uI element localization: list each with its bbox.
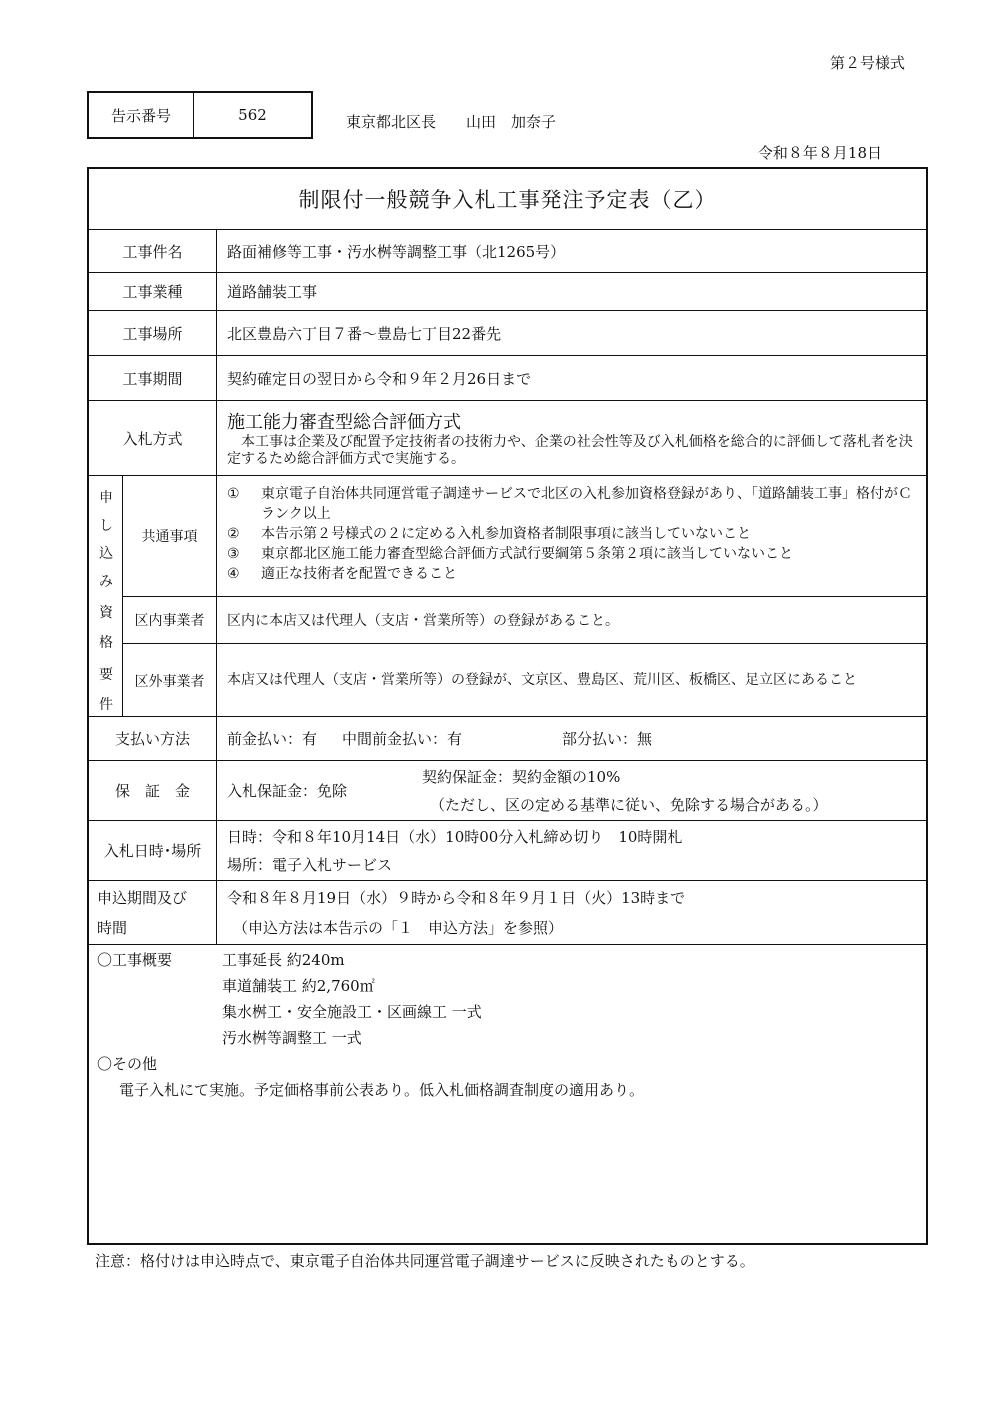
application-period: 令和８年８月19日（水）９時から令和８年９月１日（火）13時まで: [227, 888, 686, 907]
common-item: [227, 484, 920, 524]
common-item-mark: ①: [227, 486, 240, 502]
notice-number-label: 告示番号: [89, 93, 194, 137]
qualification-side-label: [89, 476, 123, 716]
qualification-char: 資: [99, 605, 113, 621]
payment-content: [227, 717, 920, 760]
qualification-char: 件: [99, 697, 113, 713]
issuer: [346, 111, 556, 132]
row-qualification: [89, 476, 926, 717]
common-items: [227, 484, 920, 584]
row-payment: [89, 717, 926, 761]
qualification-char: 込: [99, 546, 113, 562]
guarantee-note: （ただし、区の定める基準に従い、免除する場合がある。）: [430, 795, 828, 814]
overview-line: 車道舗装工 約2,760㎡: [222, 977, 375, 995]
row-period: [89, 356, 926, 401]
location-label: 工事場所: [89, 311, 217, 355]
common-item-text: 本告示第２号様式の２に定める入札参加資格者制限事項に該当していないこと: [261, 526, 751, 542]
inside-value: 区内に本店又は代理人（支店・営業所等）の登録があること。: [227, 613, 619, 629]
application-note: （申込方法は本告示の「１ 申込方法」を参照）: [233, 918, 564, 937]
row-bid-schedule: [89, 821, 926, 881]
schedule-table: [87, 167, 928, 1245]
overview-section: [97, 947, 918, 1103]
document-title: 制限付一般競争入札工事発注予定表（乙）: [89, 169, 926, 230]
common-item: [227, 564, 920, 584]
payment-advance: 前金払い：有: [227, 730, 318, 748]
guarantee-contract-block: [422, 763, 828, 819]
bid-method-heading: 施工能力審査型総合評価方式: [227, 412, 461, 433]
period-label: 工事期間: [89, 356, 217, 400]
qualification-inside-row: [123, 597, 926, 644]
inside-label: 区内事業者: [123, 597, 217, 643]
outside-label: 区外事業者: [123, 644, 217, 717]
form-number: 第２号様式: [829, 54, 905, 72]
payment-label: 支払い方法: [89, 717, 217, 760]
location-value: 北区豊島六丁目７番～豊島七丁目22番先: [227, 324, 502, 343]
guarantee-contract: 契約保証金：契約金額の10%: [422, 767, 621, 786]
notice-number-value: 562: [238, 106, 267, 124]
bid-datetime: 日時：令和８年10月14日（水）10時00分入札締め切り 10時開札: [227, 827, 683, 846]
row-project-name: [89, 230, 926, 273]
qualification-char: み: [99, 574, 113, 590]
issuer-office: 東京都北区長: [346, 113, 437, 131]
other-text: 電子入札にて実施。予定価格事前公表あり。低入札価格調査制度の適用あり。: [119, 1081, 645, 1099]
common-item-mark: ④: [227, 566, 240, 582]
bid-schedule-content: [227, 821, 920, 880]
payment-interim: 中間前金払い：有: [342, 730, 463, 748]
qualification-char: 申: [99, 490, 113, 506]
bid-schedule-label: 入札日時･場所: [89, 821, 217, 880]
row-application: [89, 881, 926, 945]
qualification-char: 格: [99, 635, 113, 651]
bid-place: 場所：電子入札サービス: [227, 855, 393, 874]
common-item-mark: ③: [227, 546, 240, 562]
common-item-text: 東京電子自治体共同運営電子調達サービスで北区の入札参加資格登録があり、「道路舗装工事」格付がＣランク以上: [261, 486, 912, 522]
guarantee-bid: 入札保証金：免除: [227, 782, 348, 800]
other-heading: 〇その他: [97, 1055, 158, 1073]
common-item-text: 東京都北区施工能力審査型総合評価方式試行要綱第５条第２項に該当していないこと: [261, 546, 793, 562]
row-guarantee: [89, 761, 926, 821]
common-item: [227, 524, 920, 544]
bid-method-content: [227, 401, 920, 475]
qualification-outside-row: [123, 644, 926, 717]
application-label-line: 時間: [97, 918, 128, 937]
project-type-label: 工事業種: [89, 273, 217, 310]
overview-block: [97, 947, 918, 1051]
overview-line: 集水桝工・安全施設工・区画線工 一式: [222, 1003, 482, 1021]
application-label-line: 申込期間及び: [97, 888, 188, 907]
common-item-text: 適正な技術者を配置できること: [261, 566, 457, 582]
bid-method-description: 本工事は企業及び配置予定技術者の技術力や、企業の社会性等及び入札価格を総合的に評価して落札者を決定するため総合評価方式で実施する。: [227, 434, 913, 467]
overview-heading: 〇工事概要: [97, 951, 173, 969]
common-item-mark: ②: [227, 526, 240, 542]
period-value: 契約確定日の翌日から令和９年２月26日まで: [227, 369, 532, 388]
project-name-label: 工事件名: [89, 230, 217, 272]
qualification-char: し: [99, 518, 113, 534]
issuer-name: 山田 加奈子: [466, 113, 557, 131]
common-label: 共通事項: [123, 476, 217, 596]
guarantee-label: 保 証 金: [89, 761, 217, 820]
qualification-char: 要: [99, 667, 113, 683]
application-label: [89, 881, 217, 944]
common-item: [227, 544, 920, 564]
project-name-value: 路面補修等工事・汚水桝等調整工事（北1265号）: [227, 242, 566, 261]
row-location: [89, 311, 926, 356]
project-type-value: 道路舗装工事: [227, 283, 318, 301]
row-bid-method: [89, 401, 926, 476]
overview-line: 工事延長 約240m: [222, 951, 345, 969]
payment-partial: 部分払い：無: [562, 730, 653, 748]
issue-date: 令和８年８月18日: [757, 144, 882, 162]
bid-method-label: 入札方式: [89, 401, 217, 475]
qualification-common-row: [123, 476, 926, 597]
guarantee-content: [227, 761, 920, 820]
notice-number-box: [87, 91, 313, 139]
outside-value: 本店又は代理人（支店・営業所等）の登録が、文京区、豊島区、荒川区、板橋区、足立区にあること: [227, 672, 857, 688]
overview-lines: [222, 947, 482, 1051]
overview-line: 汚水桝等調整工 一式: [222, 1029, 362, 1047]
row-project-type: [89, 273, 926, 311]
application-content: [227, 881, 920, 944]
footnote: 注意：格付けは申込時点で、東京電子自治体共同運営電子調達サービスに反映されたものとする。: [95, 1252, 755, 1270]
